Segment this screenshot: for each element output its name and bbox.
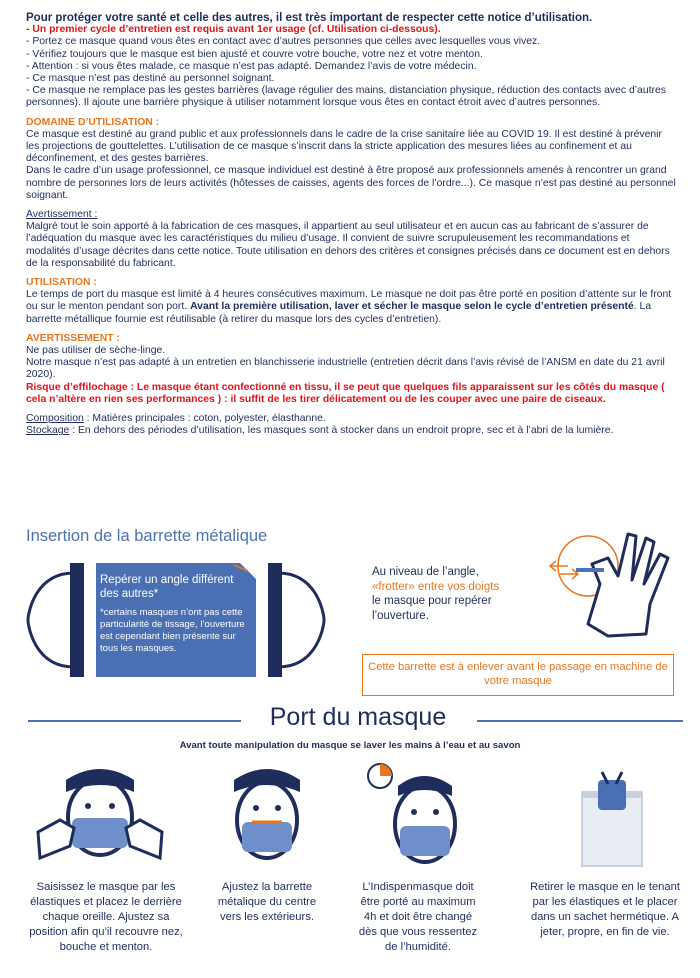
mask-note: *certains masques n’ont pas cette particularité de tissage, l’ouverture est cependant bien présente sur tous les masques. bbox=[100, 607, 245, 654]
avert-paragraph: Malgré tout le soin apporté à la fabrication de ces masques, il appartient au seul utilisateur et en aucun cas au fabricant de s’assurer de l’adéquation du masque avec les caractéristiques du milieu d’usage. Il convient de suivre scrupuleusement les recommandations et modalités d’usage décrites dans cette notice. Toute utilisation en dehors des critères et consignes précisés dans ce document est en dehors de la responsabilité du fabricant. bbox=[26, 221, 670, 269]
step2-text: Ajustez la barrette métalique du centre vers les extérieurs. bbox=[217, 881, 317, 923]
stockage-value: : En dehors des périodes d’utilisation, les masques sont à stocker dans un endroit propre, sec et à l’abri de la lumière. bbox=[69, 425, 614, 437]
domaine-p1: Ce masque est destiné au grand public et aux professionnels dans le cadre de la crise sanitaire liée au COVID 19. Il est destiné à prévenir les projections de gouttelettes. L’utilisation de ce masque s’inscrit dans la stricte application des mesures liées au confinement et au déconfinement, et des gestes barrières. bbox=[26, 128, 662, 165]
stockage-line bbox=[26, 425, 676, 437]
port-title: Port du masque bbox=[269, 703, 447, 731]
divider-left bbox=[28, 720, 241, 722]
divider-right bbox=[477, 720, 683, 722]
first-cycle-warning: - Un premier cycle d’entretien est requis avant 1er usage (cf. Utilisation ci-dessous). bbox=[26, 24, 441, 36]
insertion-title: Insertion de la barrette métalique bbox=[26, 527, 268, 545]
composition-value: : Matières principales : coton, polyester, élasthanne. bbox=[83, 413, 326, 425]
mask-illustration bbox=[26, 555, 326, 685]
fingers-icon bbox=[548, 524, 678, 650]
bullet-5: - Ce masque ne remplace pas les gestes barrières (lavage régulier des mains, distanciation physique, réduction des contacts avec d’autres personnes). Il ajoute une barrière physique à utiliser notamment lorsque vous êtes en contact étroit avec d’autres personnes. bbox=[26, 85, 666, 109]
step2-face-icon bbox=[222, 762, 312, 872]
avert2-line1: Ne pas utiliser de sèche-linge. bbox=[26, 345, 166, 357]
avert2-line2: Notre masque n’est pas adapté à un entretien en blanchisserie industrielle (entretien décrit dans l’avis révisé de l’ANSM en date du 21 avril 2020). bbox=[26, 357, 665, 381]
bullet-2: - Vérifiez toujours que le masque est bien ajusté et couvre votre bouche, votre nez et votre menton. bbox=[26, 48, 483, 60]
instruction-c: le masque pour repérer l’ouverture. bbox=[372, 595, 492, 622]
bullet-4: - Ce masque n’est pas destiné au personnel soignant. bbox=[26, 73, 275, 85]
step1-text: Saisissez le masque par les élastiques et placez le derrière chaque oreille. Ajustez sa position afin qu’il recouvre nez, bouche et menton. bbox=[29, 881, 183, 953]
bullet-3: - Attention : si vous êtes malade, ce masque n’est pas adapté. Demandez l’avis de votre médecin. bbox=[26, 60, 477, 72]
domaine-p2: Dans le cadre d’un usage professionnel, ce masque individuel est destiné à être proposé aux professionnels amenés à rencontrer un grand nombre de personnes lors de leurs activités (hôtesses de caisses, agents des forces de l’ordre...). Ce masque n’est pas destiné au personnel soignant. bbox=[26, 165, 676, 201]
avert2-heading: AVERTISSEMENT : bbox=[26, 332, 120, 344]
util-text-c: . La barrette métallique fournie est réutilisable (à retirer du masque lors des cycles d’entretien). bbox=[26, 301, 652, 325]
mask-label: Repérer un angle différent des autres* bbox=[100, 574, 234, 600]
notice-text bbox=[26, 12, 676, 438]
instruction-a: Au niveau de l’angle, bbox=[372, 566, 479, 578]
barrette-warning-box: Cette barrette est à enlever avant le passage en machine de votre masque bbox=[362, 654, 674, 696]
notice-title: Pour protéger votre santé et celle des autres, il est très important de respecter cette notice d’utilisation. bbox=[26, 12, 593, 24]
step3-face-icon bbox=[362, 762, 472, 872]
util-heading: UTILISATION : bbox=[26, 277, 97, 289]
composition-label: Composition bbox=[26, 413, 84, 425]
util-paragraph bbox=[26, 289, 676, 326]
port-subtitle: Avant toute manipulation du masque se laver les mains à l’eau et au savon bbox=[179, 740, 521, 751]
stockage-label: Stockage bbox=[26, 425, 70, 437]
step1-face-icon bbox=[30, 762, 170, 872]
step4-bag-icon bbox=[572, 762, 652, 872]
risque-effilochage: Risque d’effilochage : Le masque étant confectionné en tissu, il se peut que quelques fils apparaissent sur les côtés du masque ( cela n’altère en rien ses performances ) : il suffit de les tirer délicatement ou de les couper avec une paire de ciseaux. bbox=[26, 381, 665, 405]
util-text-a: Le temps de port du masque est limité à 4 heures consécutives maximum. Le masque ne doit pas être porté en position d’attente sur le front ou sur le menton pendant son port. bbox=[26, 289, 672, 313]
step3-text: L’Indispenmasque doit être porté au maximum 4h et doit être changé dès que vous ressentez de l’humidité. bbox=[358, 881, 478, 953]
step4-text: Retirer le masque en le tenant par les élastiques et le placer dans un sachet hermétique. A jeter, propre, en fin de vie. bbox=[530, 881, 680, 938]
bullet-1: - Portez ce masque quand vous êtes en contact avec d’autres personnes que celles avec lesquelles vous vivez. bbox=[26, 36, 541, 48]
composition-line bbox=[26, 413, 676, 425]
instruction-text bbox=[372, 565, 542, 623]
avert-heading: Avertissement : bbox=[26, 209, 98, 221]
domaine-heading: DOMAINE D’UTILISATION : bbox=[26, 116, 160, 128]
instruction-b: «frotter» entre vos doigts bbox=[372, 580, 500, 593]
util-text-b: Avant la première utilisation, laver et sécher le masque selon le cycle d’entretien présenté bbox=[190, 301, 634, 313]
